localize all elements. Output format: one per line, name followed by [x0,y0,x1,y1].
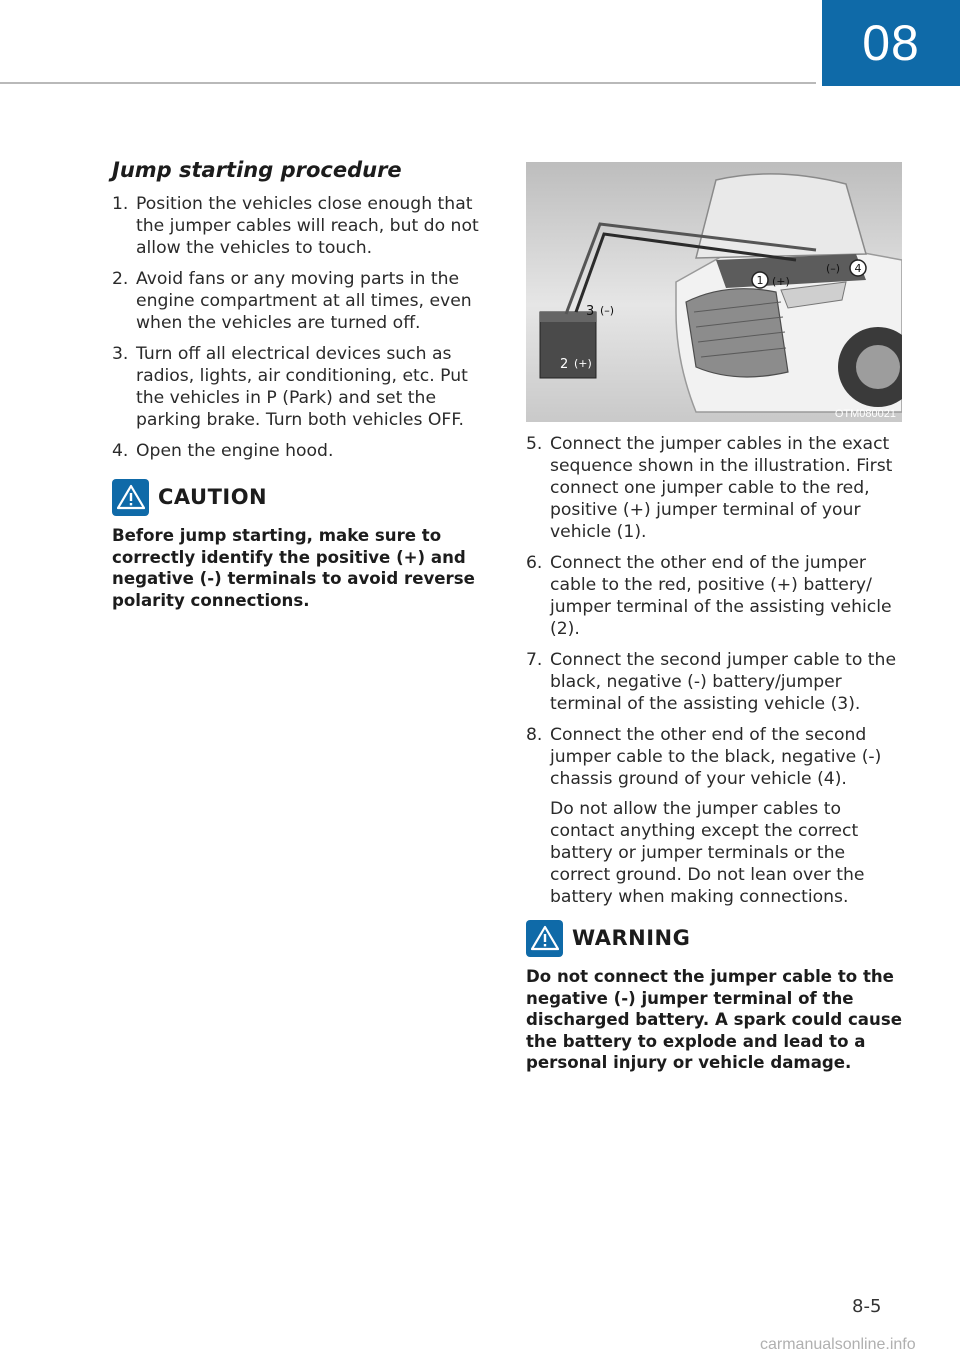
list-item: 2. Avoid fans or any moving parts in the engine compartment at all times, even when the vehicles are turned off. [112,269,472,333]
list-item: 1. Position the vehicles close enough that the jumper cables will reach, but do not allow the vehicles to touch. [112,194,479,258]
header-rule [0,82,816,84]
list-item: 7. Connect the second jumper cable to the black, negative (-) battery/jumper terminal of the assisting vehicle (3). [526,650,897,714]
label-4-sign: (–) [826,262,841,275]
step-note: Do not allow the jumper cables to contact anything except the correct battery or jumper terminals or the correct ground. Do not lean over the battery when making connections. [550,799,865,907]
warning-triangle-icon [526,920,563,957]
label-1-sign: (+) [772,275,790,288]
jump-start-illustration [526,162,902,422]
label-3-sign: (–) [600,304,615,317]
section-title: Jump starting procedure [112,158,402,182]
steps-list-left [112,193,492,471]
label-2: 2 [560,357,569,372]
page-number: 8-5 [852,1296,882,1317]
label-1: 1 [756,274,764,287]
steps-list-right [526,433,906,917]
caution-text: Before jump starting, make sure to correctly identify the positive (+) and negative (-) terminals to avoid reverse polarity connections. [112,526,475,610]
caution-box [112,477,492,611]
list-item: 8. Connect the other end of the second jumper cable to the black, negative (-) chassis ground of your vehicle (4). Do not allow the jumper cables to contact anything except the correct battery or jumper terminals or the correct ground. Do not lean over the battery when making connections. [526,724,906,908]
caution-title: CAUTION [158,485,268,509]
label-3: 3 [586,304,595,319]
chapter-tab: 08 [822,0,960,86]
list-item: 6. Connect the other end of the jumper cable to the red, positive (+) battery/ jumper terminal of the assisting vehicle (2). [526,553,892,639]
warning-triangle-icon [112,479,149,516]
watermark: carmanualsonline.info [760,1336,916,1353]
illustration-graphic [526,162,902,422]
list-item: 3. Turn off all electrical devices such as radios, lights, air conditioning, etc. Put the vehicles in P (Park) and set the parking brake. Turn both vehicles OFF. [112,344,468,430]
list-item: 5. Connect the jumper cables in the exact sequence shown in the illustration. First connect one jumper cable to the red, positive (+) jumper terminal of your vehicle (1). [526,434,893,542]
warning-box [526,918,906,1074]
warning-title: WARNING [572,926,691,950]
figure-code: OTM080021 [834,408,896,420]
label-4: 4 [854,262,862,275]
list-item: 4. Open the engine hood. [112,441,334,461]
warning-text: Do not connect the jumper cable to the negative (-) jumper terminal of the discharged battery. A spark could cause the battery to explode and lead to a personal injury or vehicle damage. [526,967,902,1073]
label-2-sign: (+) [574,357,592,370]
